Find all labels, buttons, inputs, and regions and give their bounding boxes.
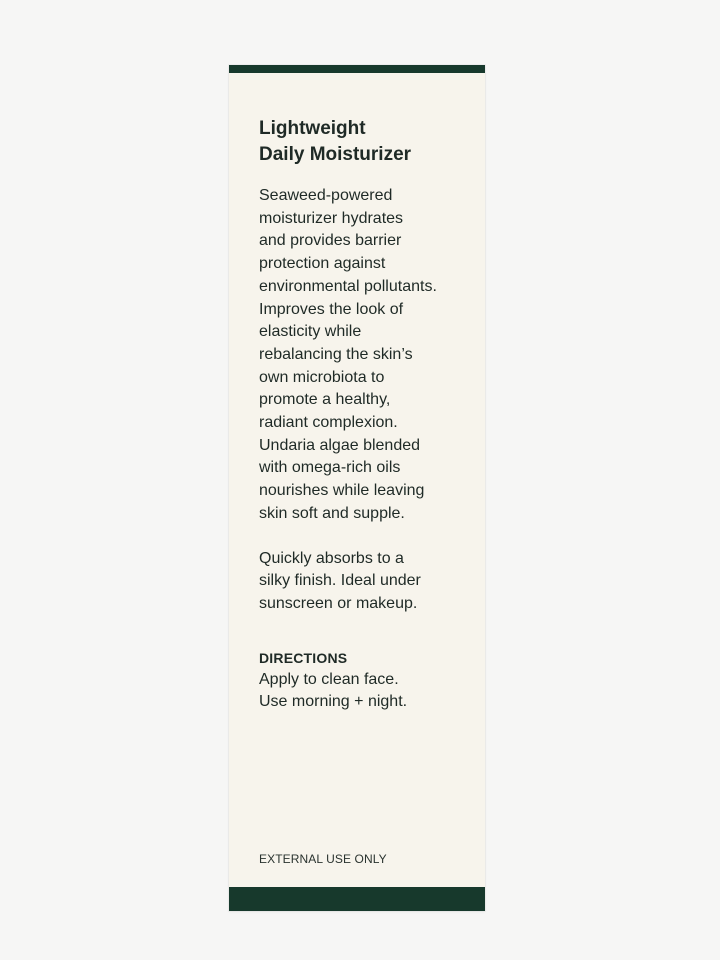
- finish-description: [259, 548, 479, 616]
- description-line: elasticity while: [259, 323, 362, 341]
- product-text-content: [259, 116, 479, 713]
- bottom-accent-band: [229, 887, 485, 911]
- finish-line: sunscreen or makeup.: [259, 594, 418, 612]
- description-line: protection against: [259, 255, 386, 273]
- description-line: environmental pollutants.: [259, 277, 437, 295]
- description-line: own microbiota to: [259, 368, 385, 386]
- directions-line: Use morning + night.: [259, 692, 408, 710]
- directions-heading: DIRECTIONS: [259, 649, 348, 666]
- description-line: promote a healthy,: [259, 391, 391, 409]
- description-line: moisturizer hydrates: [259, 209, 404, 227]
- description-line: Undaria algae blended: [259, 436, 421, 454]
- product-box-panel: [229, 65, 485, 911]
- product-title: [259, 116, 479, 168]
- description-line: nourishes while leaving: [259, 482, 425, 500]
- product-title-line: Lightweight: [259, 118, 366, 139]
- description-line: Seaweed-powered: [259, 187, 393, 204]
- directions-section: [259, 647, 479, 713]
- finish-line: silky finish. Ideal under: [259, 572, 421, 590]
- description-line: radiant complexion.: [259, 414, 398, 432]
- finish-line: Quickly absorbs to a: [259, 549, 404, 567]
- top-accent-band: [229, 65, 485, 73]
- description-line: rebalancing the skin’s: [259, 345, 413, 363]
- description-line: Improves the look of: [259, 300, 404, 318]
- product-description: [259, 185, 479, 526]
- product-title-line: Daily Moisturizer: [259, 144, 412, 165]
- external-use-warning: EXTERNAL USE ONLY: [259, 852, 387, 866]
- description-line: skin soft and supple.: [259, 504, 405, 522]
- description-line: and provides barrier: [259, 232, 402, 250]
- description-line: with omega-rich oils: [259, 459, 401, 477]
- directions-line: Apply to clean face.: [259, 670, 399, 688]
